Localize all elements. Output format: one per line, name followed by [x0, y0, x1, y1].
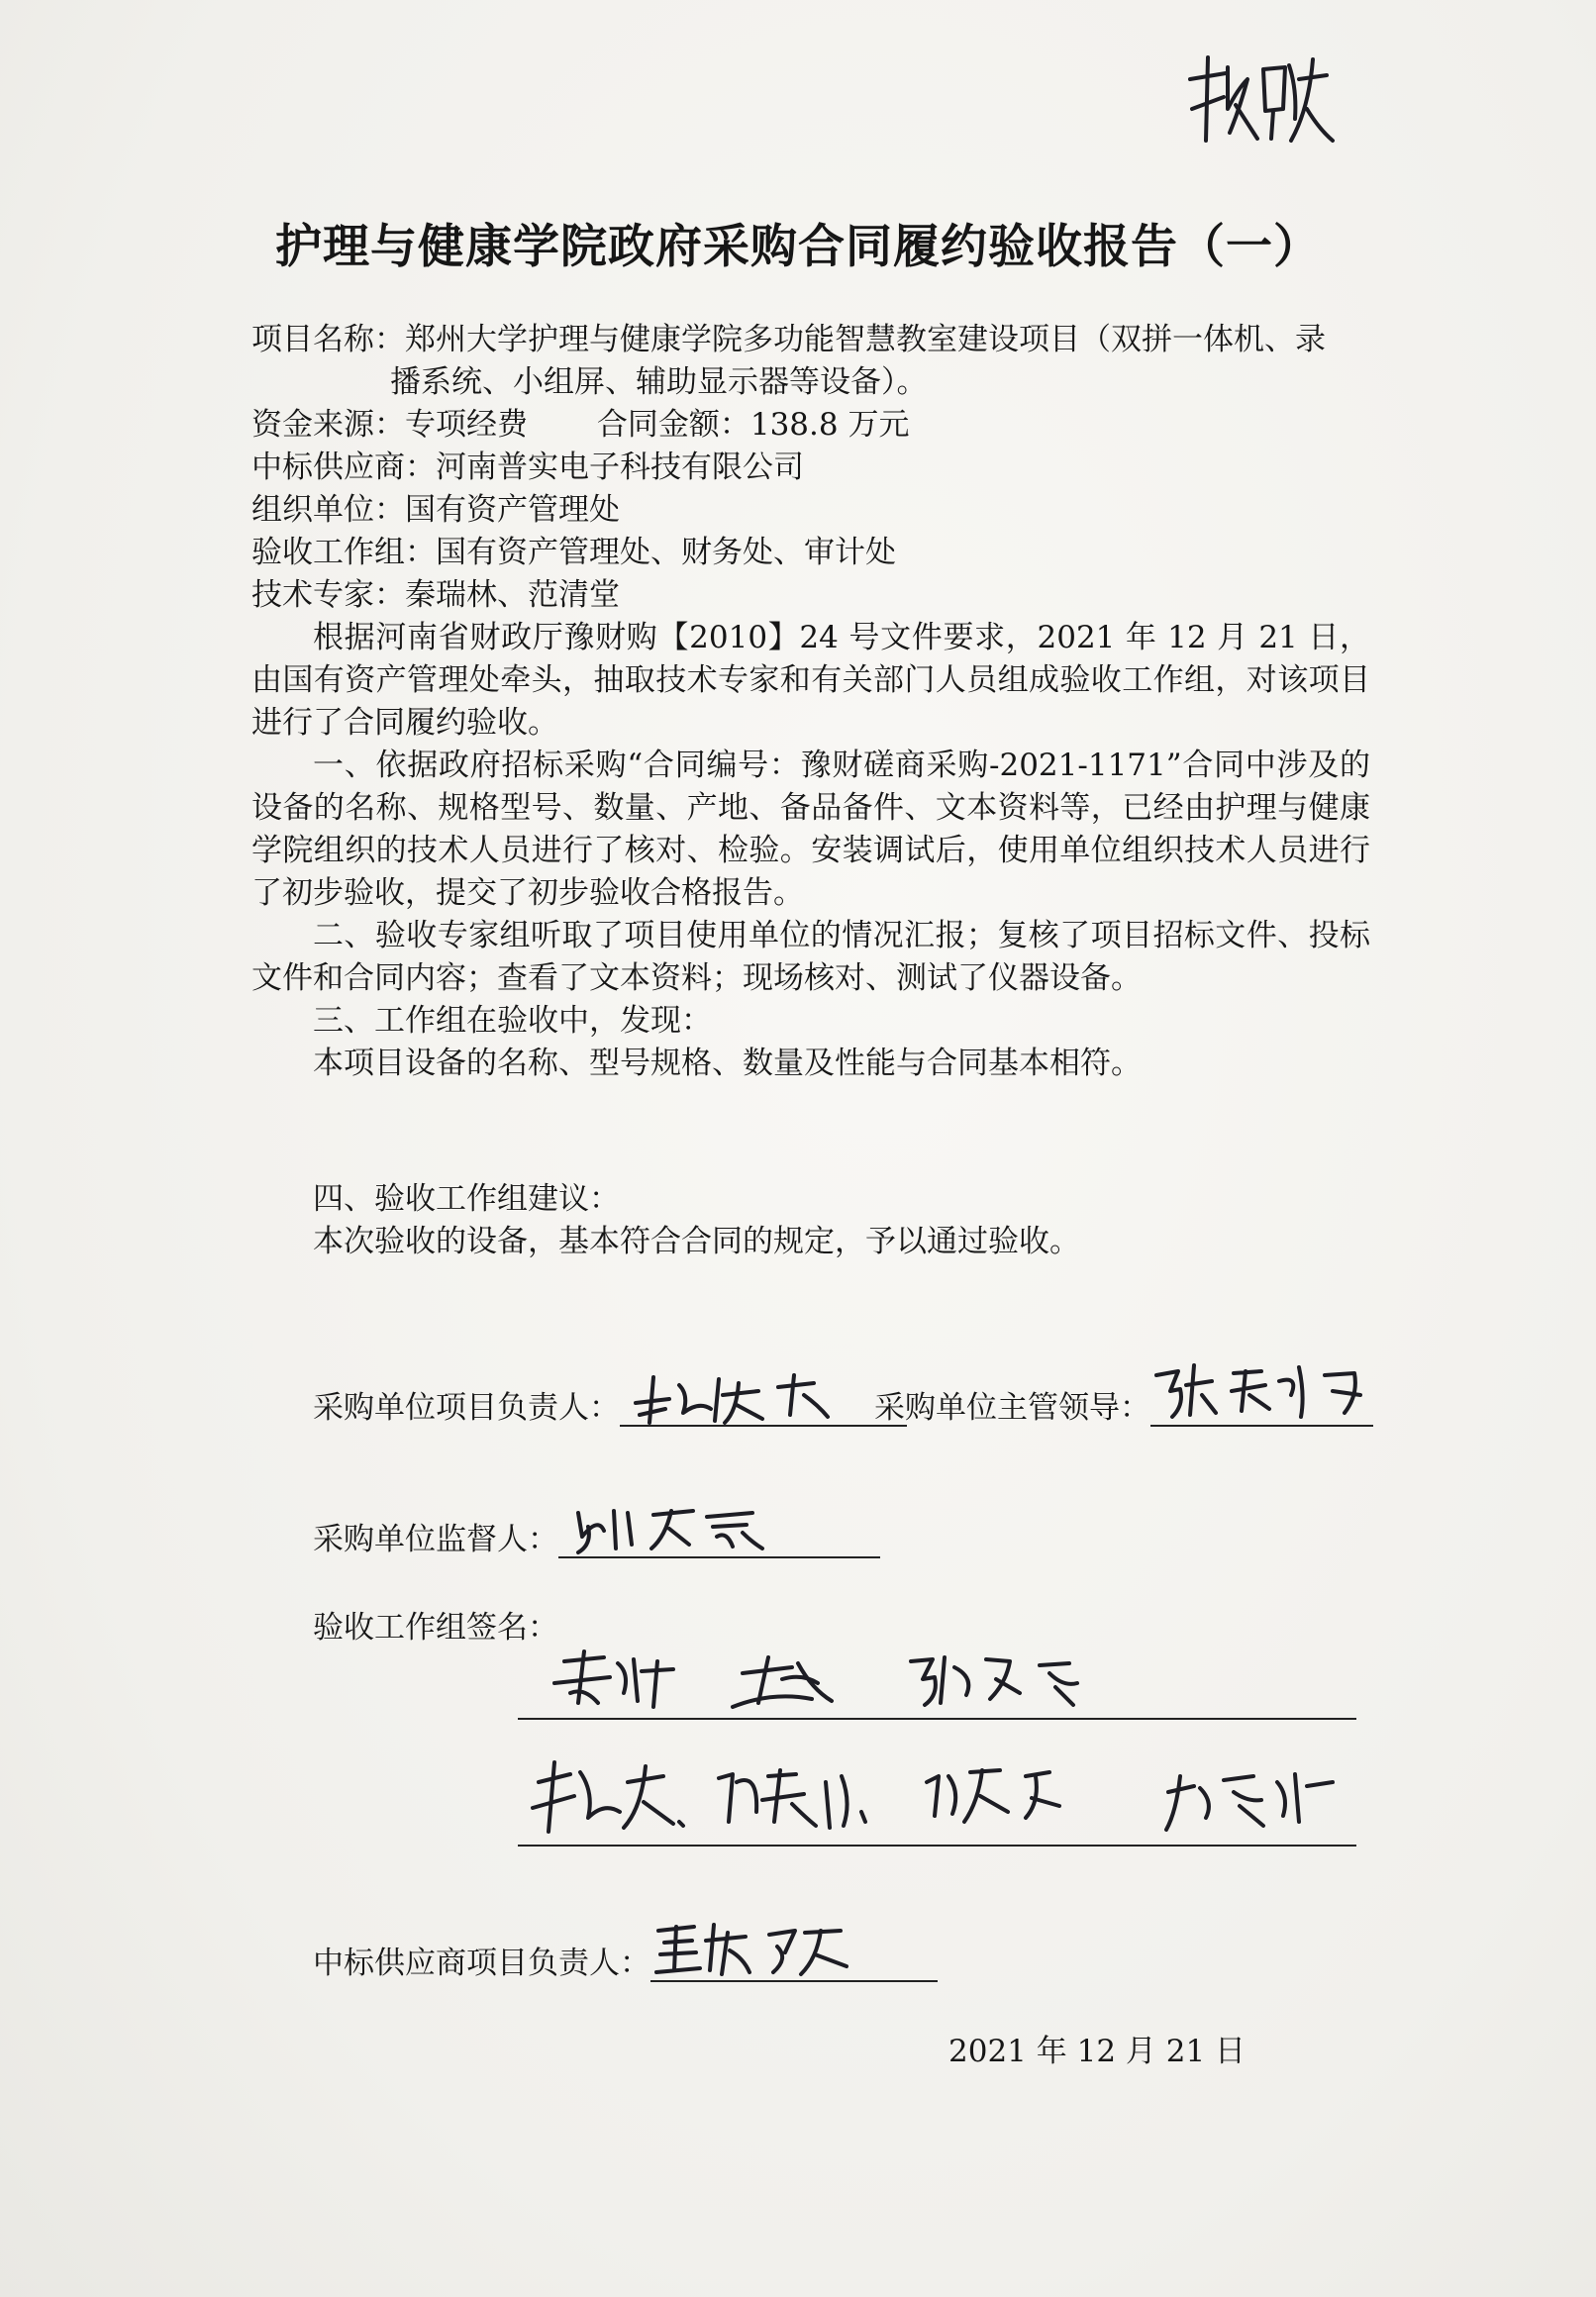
group-signatures-row-1 — [535, 1644, 1228, 1719]
project-lead-signature — [620, 1365, 907, 1425]
intro-paragraph: 根据河南省财政厅豫财购【2010】24 号文件要求，2021 年 12 月 21 日，由国有资产管理处牵头，抽取技术专家和有关部门人员组成验收工作组，对该项目进行了合同履约验收。 — [251, 620, 1370, 741]
supervisor-lead-signature-row — [874, 1382, 1373, 1427]
organizer-label: 组织单位： — [251, 492, 405, 528]
experts-label: 技术专家： — [251, 577, 405, 613]
project-lead-label: 采购单位项目负责人： — [313, 1390, 620, 1426]
acceptance-group-row — [251, 532, 1370, 574]
document-body — [251, 319, 1370, 1263]
organizer-value: 国有资产管理处 — [405, 492, 620, 528]
monitor-label: 采购单位监督人： — [313, 1522, 558, 1557]
fund-source-label: 资金来源： — [251, 407, 405, 443]
document-title: 护理与健康学院政府采购合同履约验收报告（一） — [275, 220, 1321, 274]
supervisor-lead-signature — [1150, 1355, 1388, 1425]
project-lead-signature-line[interactable] — [620, 1385, 907, 1427]
section-4-body: 本次验收的设备，基本符合合同的规定，予以通过验收。 — [313, 1224, 1080, 1259]
organizer-row — [251, 489, 1370, 532]
project-name-label: 项目名称： — [251, 322, 405, 357]
contract-amount-label: 合同金额： — [596, 407, 750, 443]
supplier-value: 河南普实电子科技有限公司 — [436, 449, 804, 485]
monitor-signature — [558, 1497, 880, 1556]
contract-amount-value: 138.8 万元 — [749, 407, 910, 443]
project-name-value-line1: 郑州大学护理与健康学院多功能智慧教室建设项目（双拼一体机、录 — [405, 322, 1326, 357]
monitor-signature-row — [313, 1514, 880, 1558]
vendor-lead-label: 中标供应商项目负责人： — [313, 1946, 650, 1981]
document-date: 2021 年 12 月 21 日 — [948, 2034, 1247, 2069]
acceptance-group-value: 国有资产管理处、财务处、审计处 — [436, 535, 896, 570]
section-2-paragraph: 二、验收专家组听取了项目使用单位的情况汇报；复核了项目招标文件、投标文件和合同内容；查看了文本资料；现场核对、测试了仪器设备。 — [251, 918, 1370, 996]
experts-value: 秦瑞林、范清堂 — [405, 577, 620, 613]
group-signature-label: 验收工作组签名： — [313, 1610, 558, 1646]
section-3-body: 本项目设备的名称、型号规格、数量及性能与合同基本相符。 — [313, 1046, 1142, 1081]
supervisor-lead-signature-line[interactable] — [1150, 1385, 1373, 1427]
supplier-row — [251, 447, 1370, 489]
vendor-lead-signature-row — [313, 1938, 938, 1982]
monitor-signature-line[interactable] — [558, 1517, 880, 1558]
project-lead-signature-row — [313, 1382, 907, 1427]
acceptance-group-label: 验收工作组： — [251, 535, 436, 570]
section-4-title: 四、验收工作组建议： — [313, 1181, 620, 1217]
section-3-title: 三、工作组在验收中，发现： — [313, 1003, 712, 1039]
group-signatures-row-2 — [525, 1752, 1366, 1846]
fund-source-row — [251, 404, 1370, 447]
experts-row — [251, 574, 1370, 617]
vendor-lead-signature-line[interactable] — [650, 1941, 938, 1982]
project-name-row — [251, 319, 1370, 361]
vendor-lead-signature — [650, 1911, 938, 1980]
fund-source-value: 专项经费 — [405, 407, 528, 443]
supervisor-lead-label: 采购单位主管领导： — [874, 1390, 1150, 1426]
project-name-value-line2: 播系统、小组屏、辅助显示器等设备）。 — [390, 364, 928, 400]
section-1-paragraph: 一、依据政府招标采购“合同编号：豫财磋商采购-2021-1171”合同中涉及的设备的名称、规格型号、数量、产地、备品备件、文本资料等，已经由护理与健康学院组织的技术人员进行了核对、检验。安装调试后，使用单位组织技术人员进行了初步验收，提交了初步验收合格报告。 — [251, 748, 1370, 911]
supplier-label: 中标供应商： — [251, 449, 436, 485]
handwritten-stamp-mark — [1178, 50, 1337, 149]
